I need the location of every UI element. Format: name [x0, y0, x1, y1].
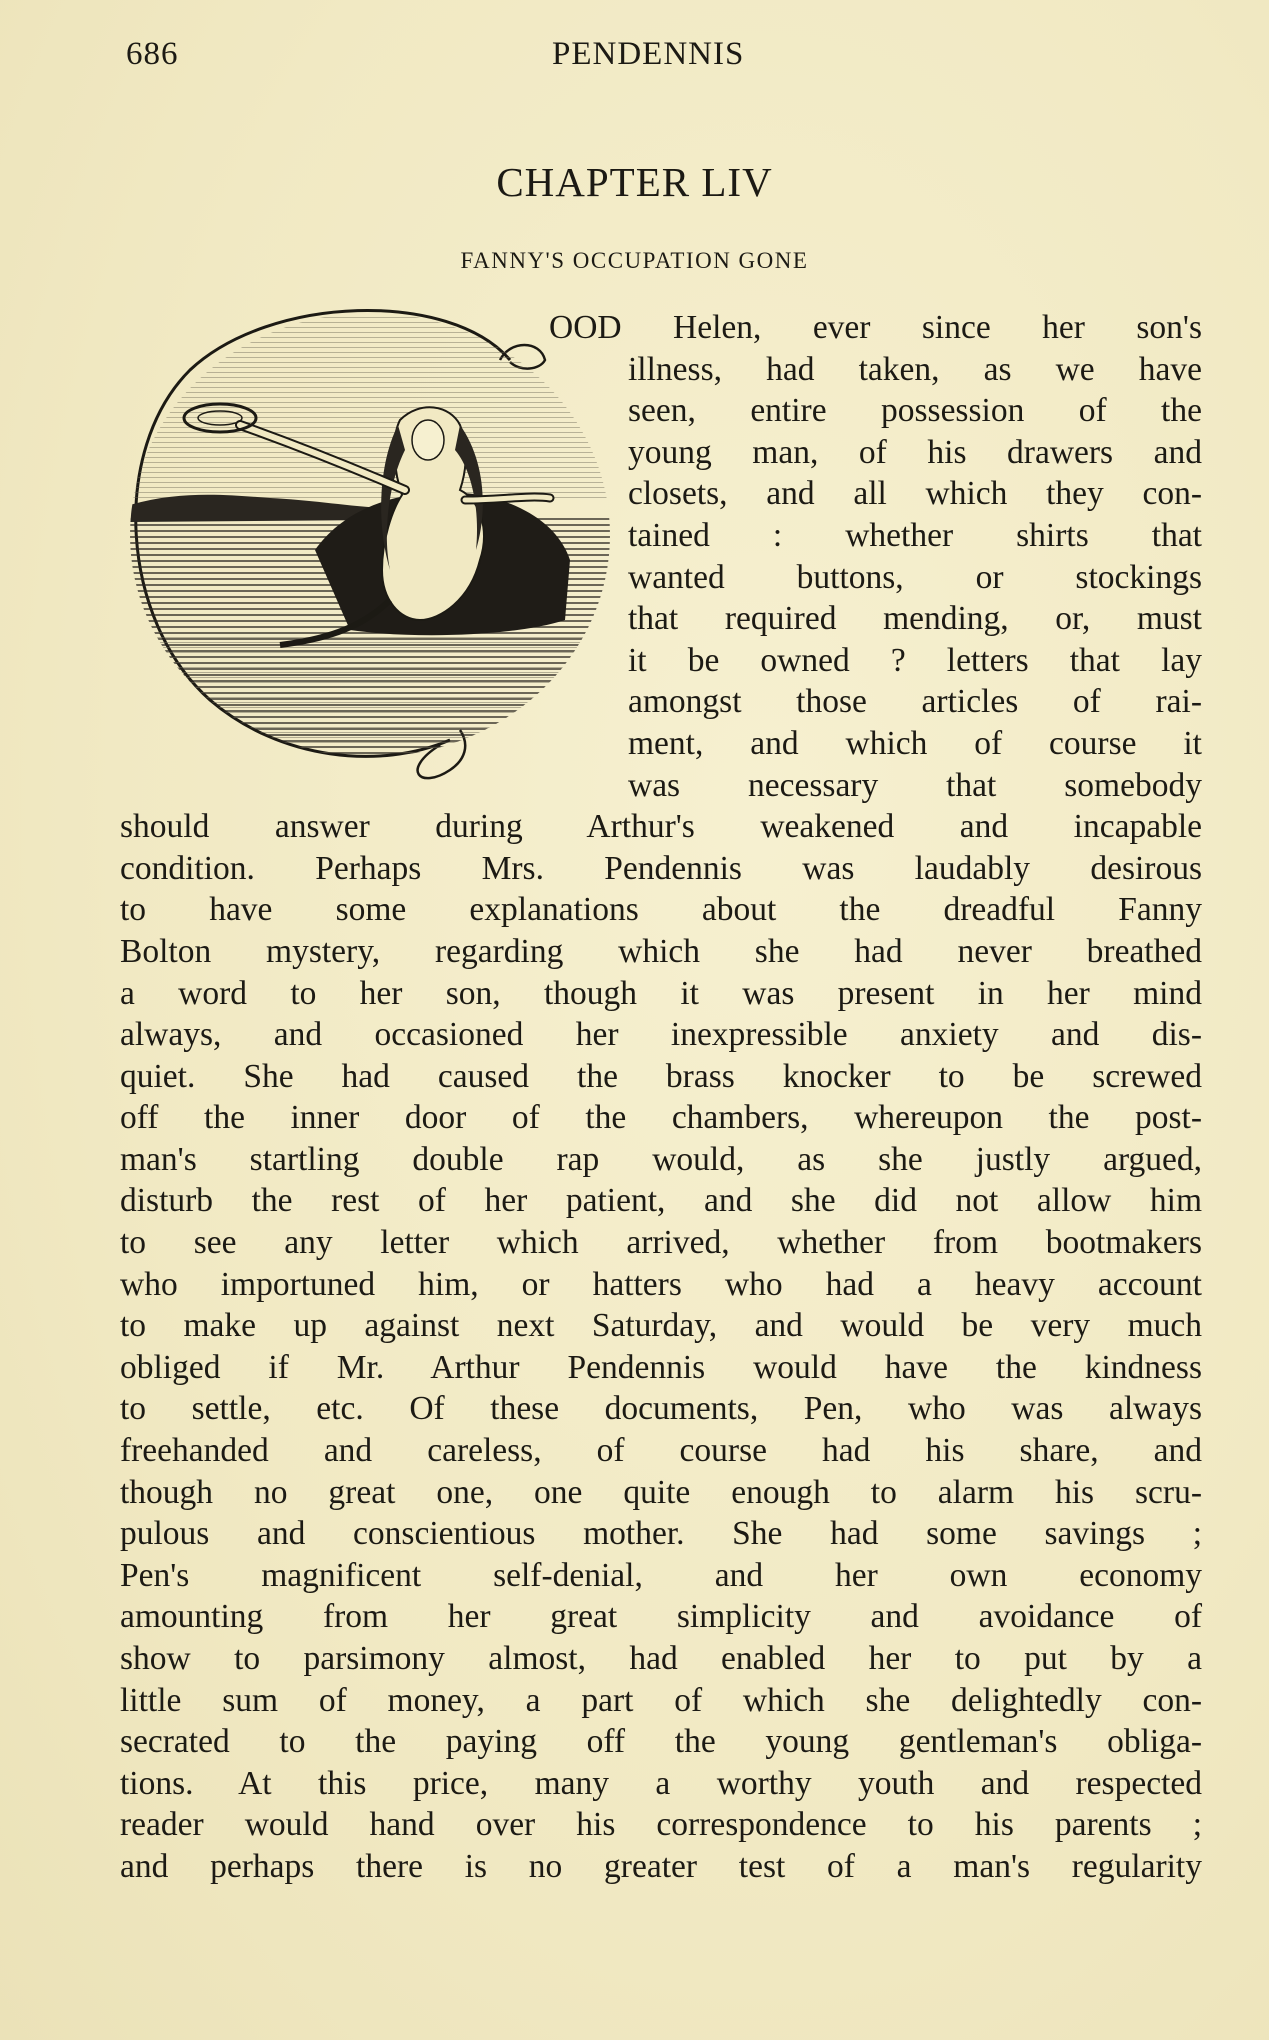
text-line: should answer during Arthur's weakened and incapable [120, 808, 1202, 846]
text-line: quiet. She had caused the brass knocker to be screwed [120, 1057, 1202, 1095]
text-line: off the inner door of the chambers, whereupon the post- [120, 1099, 1202, 1137]
text-line: disturb the rest of her patient, and she did not allow him [120, 1182, 1202, 1220]
text-line: obliged if Mr. Arthur Pendennis would have the kindness [120, 1348, 1202, 1386]
text-line: tions. At this price, many a worthy youth and respected [120, 1764, 1202, 1802]
running-title: PENDENNIS [552, 36, 745, 72]
text-line: OOD Helen, ever since her son's [549, 309, 1202, 346]
text-line: it be owned ? letters that lay [628, 641, 1202, 679]
chapter-title: CHAPTER LIV [496, 159, 773, 205]
text-line: tained : whether shirts that [628, 516, 1202, 554]
text-line: amounting from her great simplicity and avoidance of [120, 1598, 1202, 1636]
text-line: secrated to the paying off the young gentleman's obliga- [120, 1723, 1202, 1761]
page-number: 686 [126, 36, 179, 72]
text-line: to have some explanations about the dreadful Fanny [120, 891, 1202, 929]
text-line: was necessary that somebody [628, 766, 1202, 804]
text-line: condition. Perhaps Mrs. Pendennis was laudably desirous [120, 849, 1202, 887]
text-line: ment, and which of course it [628, 724, 1202, 762]
chapter-body [120, 307, 1202, 1888]
text-line: Bolton mystery, regarding which she had never breathed [120, 932, 1202, 970]
text-line: little sum of money, a part of which she delightedly con- [120, 1681, 1202, 1719]
text-line: a word to her son, though it was present in her mind [120, 974, 1202, 1012]
text-line: amongst those articles of rai- [628, 683, 1202, 721]
text-line: to see any letter which arrived, whether from bootmakers [120, 1224, 1202, 1262]
chapter-subtitle: FANNY'S OCCUPATION GONE [460, 248, 809, 273]
text-line: though no great one, one quite enough to alarm his scru- [120, 1473, 1202, 1511]
text-line: Pen's magnificent self-denial, and her own economy [120, 1556, 1202, 1594]
text-line: illness, had taken, as we have [628, 350, 1202, 388]
text-line: who importuned him, or hatters who had a heavy account [120, 1265, 1202, 1303]
text-line: seen, entire possession of the [628, 392, 1202, 430]
text-line: to make up against next Saturday, and would be very much [120, 1307, 1202, 1345]
text-line: show to parsimony almost, had enabled her to put by a [120, 1640, 1202, 1677]
text-line: always, and occasioned her inexpressible anxiety and dis- [120, 1016, 1202, 1054]
text-line: that required mending, or, must [628, 600, 1202, 638]
text-line: to settle, etc. Of these documents, Pen, who was always [120, 1390, 1202, 1428]
text-line: closets, and all which they con- [628, 475, 1202, 513]
text-line: man's startling double rap would, as she justly argued, [120, 1140, 1202, 1178]
text-line: reader would hand over his correspondence to his parents ; [120, 1806, 1202, 1844]
text-line: young man, of his drawers and [628, 433, 1202, 471]
text-line: wanted buttons, or stockings [628, 558, 1202, 596]
text-line: freehanded and careless, of course had his share, and [120, 1432, 1202, 1470]
text-line: pulous and conscientious mother. She had some savings ; [120, 1515, 1202, 1553]
text-line: and perhaps there is no greater test of a man's regularity [120, 1847, 1202, 1885]
